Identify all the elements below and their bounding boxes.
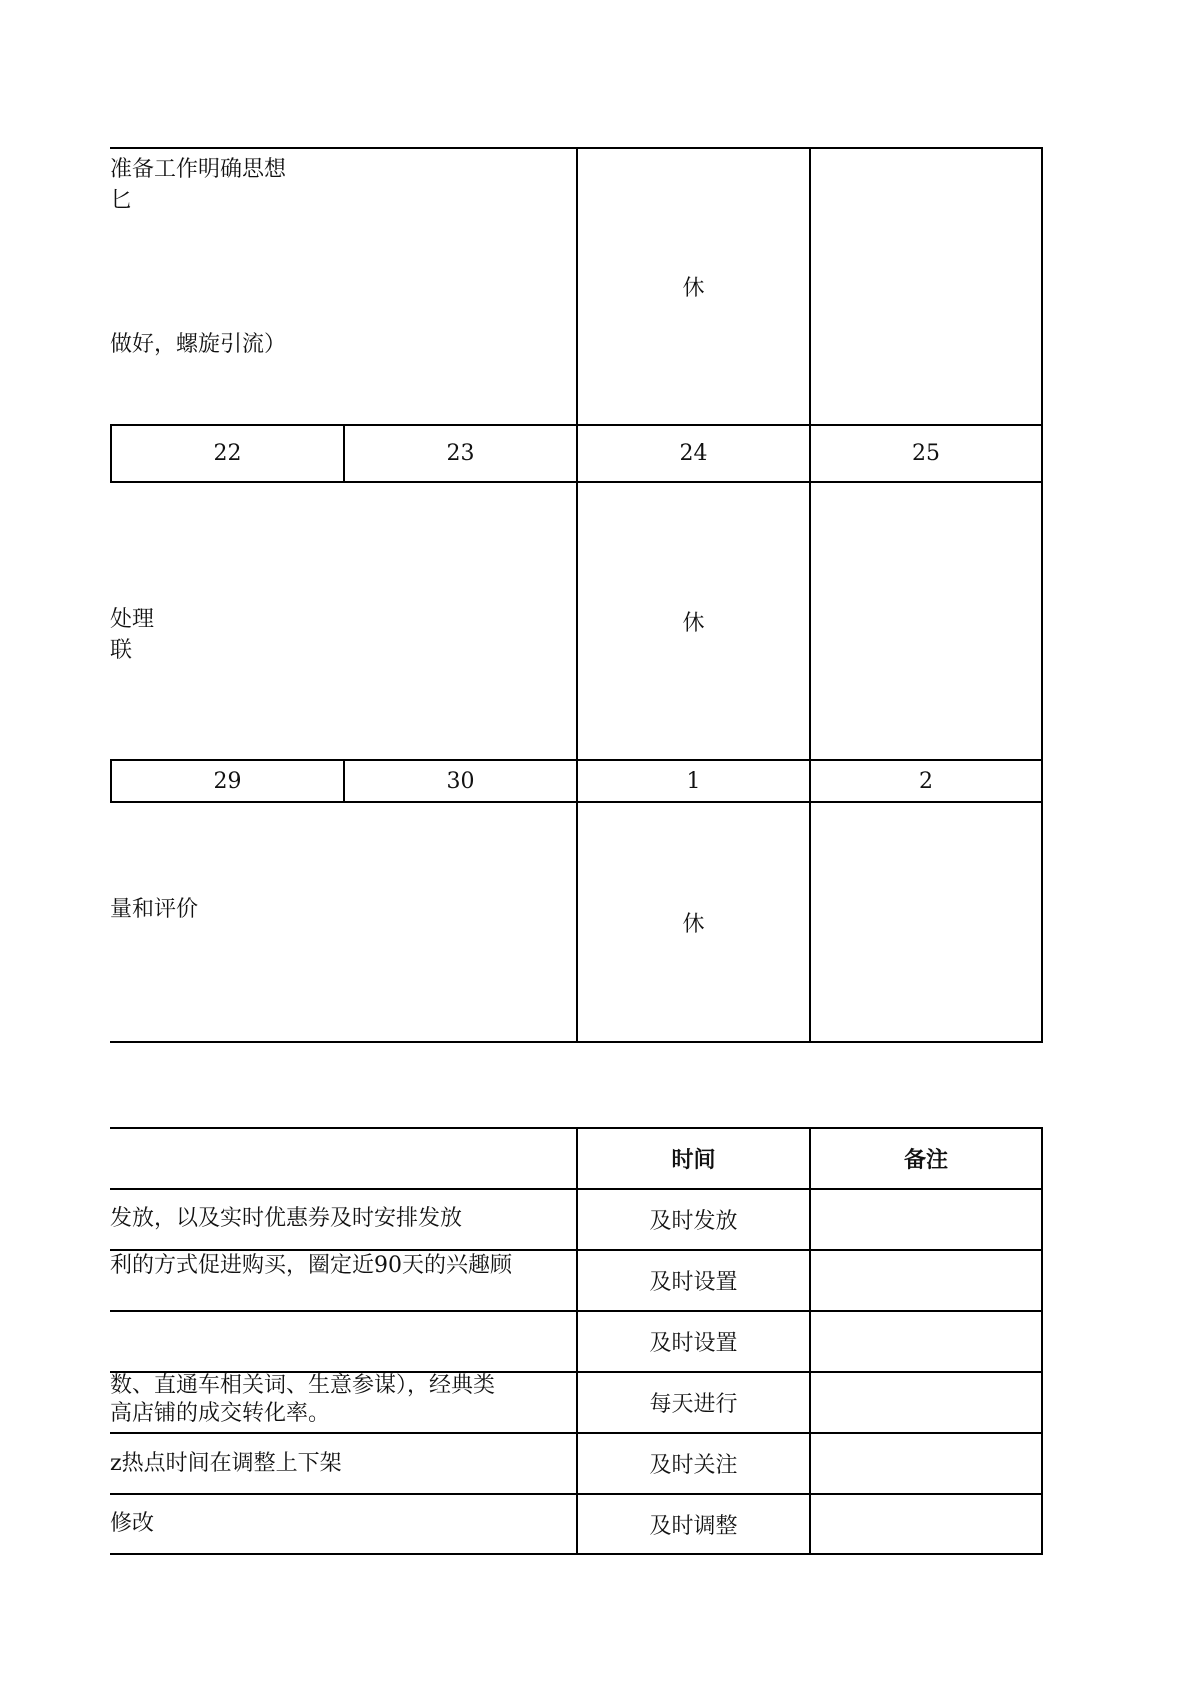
date-cell: 25 xyxy=(912,441,940,466)
plan-content: z热点时间在调整上下架 xyxy=(110,1451,342,1476)
task-text: 量和评价 xyxy=(110,897,199,922)
task-text: 准备工作明确思想 xyxy=(110,157,287,182)
plan-time: 及时关注 xyxy=(649,1453,738,1478)
plan-content: 修改 xyxy=(110,1511,155,1536)
task-text: 处理 xyxy=(110,607,155,632)
rest-day-label: 休 xyxy=(682,276,705,301)
date-cell: 22 xyxy=(213,441,242,466)
plan-time: 及时发放 xyxy=(649,1209,738,1234)
rest-day-label: 休 xyxy=(682,911,705,937)
plan-content: 发放，以及实时优惠券及时安排发放 xyxy=(110,1206,463,1231)
grid-line xyxy=(809,1127,811,1555)
plan-content: 高店铺的成交转化率。 xyxy=(110,1401,331,1426)
task-text: 做好，螺旋引流） xyxy=(110,332,287,357)
plan-time: 每天进行 xyxy=(649,1392,738,1417)
task-text: 联 xyxy=(110,638,133,663)
header-time: 时间 xyxy=(671,1148,716,1173)
plan-time: 及时设置 xyxy=(649,1331,738,1356)
date-cell: 1 xyxy=(686,768,701,794)
date-cell: 2 xyxy=(919,768,933,794)
plan-content: 利的方式促进购买，圈定近90天的兴趣顾 xyxy=(110,1253,512,1278)
date-cell: 29 xyxy=(213,768,242,794)
grid-line xyxy=(1041,147,1043,1043)
task-text: 匕 xyxy=(110,188,133,213)
plan-time: 及时设置 xyxy=(649,1270,738,1295)
date-cell: 24 xyxy=(679,441,708,466)
rest-day-label: 休 xyxy=(682,610,705,636)
grid-line xyxy=(809,147,811,1043)
header-note: 备注 xyxy=(903,1148,948,1173)
date-cell: 23 xyxy=(446,441,475,466)
plan-content: 数、直通车相关词、生意参谋），经典类 xyxy=(110,1373,496,1398)
date-cell: 30 xyxy=(446,768,475,794)
plan-time: 及时调整 xyxy=(649,1513,738,1539)
grid-line xyxy=(1041,1127,1043,1555)
